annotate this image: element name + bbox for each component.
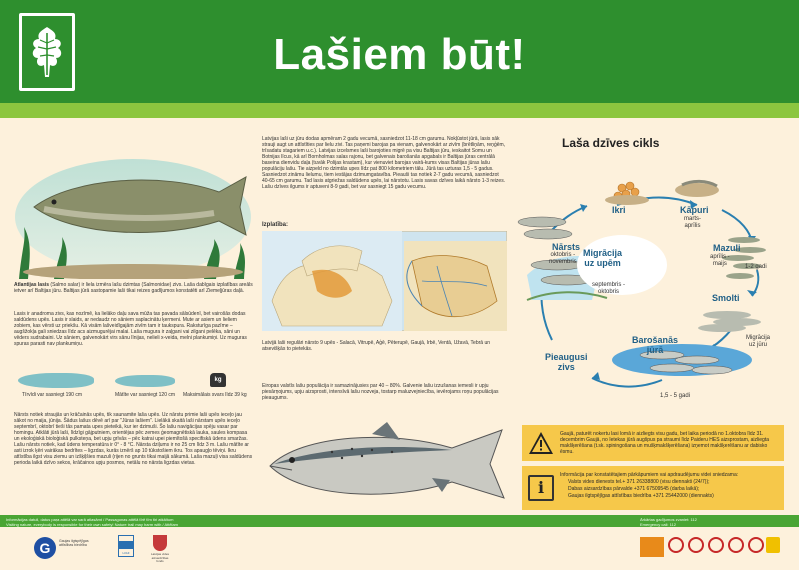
stage-narsts: Nārsts bbox=[552, 242, 581, 252]
scale-label-weight: Maksimālais svars līdz 39 kg bbox=[183, 392, 247, 398]
rivers-paragraph: Latvijā laši regulāri nārsto 9 upēs - Salacā, Vitrupē, Aģē, Pēterupē, Gaujā, Irbē, Ventā, Užavā, Tebrā un atsevišķās to pietekās. bbox=[262, 340, 491, 352]
strip-left-text-2: Visiting nature, everybody is responsible for their own safety! Nature trail may harm with / Attēlam bbox=[6, 522, 179, 527]
bottom-strip bbox=[0, 515, 799, 527]
stage-mazuli-period: aprīlis - maijs bbox=[710, 254, 730, 267]
no-dog-icon bbox=[728, 537, 744, 553]
map-label: Izplatība: bbox=[262, 222, 289, 228]
no-litter-icon bbox=[688, 537, 704, 553]
partner-logo-lvaf bbox=[118, 535, 134, 557]
info-item: Gaujas ilgtspējīgas attīstības biedrība +371 25442000 (diennakts) bbox=[568, 493, 714, 499]
partner-logo-fonds-text: Latvijas vides aizsardzības fonds bbox=[150, 552, 169, 563]
partner-logo-lvaf-text: LVAF bbox=[122, 551, 130, 555]
info-icon: i bbox=[528, 475, 554, 501]
header bbox=[0, 0, 799, 118]
salmon-underwater-illustration bbox=[14, 147, 252, 279]
salmon-silhouette-medium bbox=[115, 375, 175, 387]
rules-banner bbox=[640, 537, 664, 557]
strip-right-text: Ārkārtas gadījumos zvaniet: 112 bbox=[640, 517, 697, 522]
info-item: Valsts vides dienests tel.+ 371 26338800 (visu diennakti (24/7)); bbox=[568, 479, 710, 485]
page-title: Lašiem būt! bbox=[273, 30, 526, 79]
scale-label-male: Tīrvīdi var sasniegt 190 cm bbox=[22, 392, 83, 398]
adult-salmon-illustration bbox=[262, 416, 512, 508]
info-text bbox=[560, 472, 780, 500]
stage-1-5-5-years: 1,5 - 5 gadi bbox=[660, 393, 691, 399]
stage-ikri: Ikri bbox=[612, 205, 626, 215]
sea-life-paragraph: Latvijas laši uz jūru dodas apmēram 2 gadu vecumā, sasniedzot 11-18 cm garumu. Nokļūstot jūrā, lasis sāk strauji augt un attīstīties par lielu zivi. Tas paņemi barojas pa vienam, galvenokārt ar zivīm (brētliņām, reņģēm, trīsadatu stagariem u.c.). Latvijas izcelsmes laši barojoties migrē pa visu Baltijas jūru, ieskaitot Somu un Botnijas līcus, kā arī Bornholmas salas rajonu, bet galvenais barošanās apgabals ir Baltijas jūras centrālā baseina dienvidu daļa (tuvāk Polijas krastam), kur vienuviet barojas vairā-kums visas Baltijas jūras lašu populāciju lašu. Tie aizpeld no dzimtās upes līdz pat 800 kilometriem tālu. Jūrā tas uzturas 1,5 - 5 gadus. Sasniedzot zināmu lielumu, tiem iestājas dzimumgatavība. Pieauši tas notiek 2-7 gadu vecumā, sasniedzot 40-65 cm garumu. Tad lasis atgriežas saldūdens upēs, lai nārstotu. Lasis savas dzīves laikā nārsto 1-3 reizes. Lašu dzīves ilgums ir aptuveni 8-9 gadi, bet var sasniegt 15 gadu vecumu. bbox=[262, 136, 506, 190]
stage-mazuli: Mazuli bbox=[713, 243, 741, 253]
strip-right-text-2: Emergency call: 112 bbox=[640, 522, 676, 527]
no-fishing-icon bbox=[748, 537, 764, 553]
cycle-title: Laša dzīves cikls bbox=[562, 136, 660, 150]
warning-box bbox=[522, 425, 784, 461]
info-item: Dabas aizsardzības pārvalde +371 67509545 (darba laikā); bbox=[568, 486, 700, 492]
stage-smolti: Smolti bbox=[712, 293, 740, 303]
life-cycle-diagram bbox=[512, 150, 792, 420]
tick-icon bbox=[766, 537, 780, 553]
partner-logo-gaujas: G Gaujas ilgtspējīgas attīstības biedrība bbox=[34, 535, 94, 563]
stage-migracija-upem-period: septembris - oktobris bbox=[592, 282, 626, 295]
salmon-silhouette-large bbox=[18, 373, 94, 388]
stage-migration-sea: Migrācija uz jūru bbox=[746, 335, 771, 348]
intro-text: (Salmo salar) ir liela izmēra lašu dzimtas (Salmonidae) zivs. Laša dabīgais izplatības areāls ietver arī Baltijas jūru. Baltijas jūrā sastopamie laši tikai reizes gadījumos konstatēti arī Ziemeļjūras daļā. bbox=[14, 282, 253, 294]
strip-left-text: Informācijas datuli, datus paŗa attēlā var sarā atlasāmt / Passagonas attēlā tīrē tīm tiri atkāltum bbox=[6, 517, 174, 522]
stage-pieaugusi: Pieaugusi zivs bbox=[545, 352, 588, 372]
info-intro: Informācija par konstatētajiem pārkāpumiem vai apdraudējumu videi sniedzama: bbox=[560, 472, 739, 478]
stage-kapuri-period: marts- aprīlis bbox=[684, 216, 701, 229]
stage-barosanas: Barošanās jūrā bbox=[632, 335, 679, 355]
stage-1-2-years: 1-2 gadi bbox=[745, 264, 767, 270]
no-fire-icon bbox=[668, 537, 684, 553]
decline-paragraph: Eiropas valstīs lašu populācija ir samazinājusies par 40 – 80%. Galvenie lašu izzušanas iemesli ir upju piesārņojums, upju aizsprosti, intensīvā lašu nozveja, tostarp maluzvejniecība, ievērojams roņu populācijas pieaugums. bbox=[262, 383, 499, 401]
footer bbox=[0, 527, 799, 570]
no-vehicle-icon bbox=[708, 537, 724, 553]
weight-badge-label: kg bbox=[214, 377, 222, 383]
warning-triangle-icon bbox=[528, 430, 554, 456]
partner-logo-gaujas-text: Gaujas ilgtspējīgas attīstības biedrība bbox=[59, 539, 89, 547]
stage-narsts-period: oktobris - novembris bbox=[549, 252, 577, 265]
distribution-map bbox=[262, 231, 507, 331]
scale-label-female: Mātīte var sasniegt 120 cm bbox=[115, 392, 176, 398]
spawning-paragraph: Nārsts notiek straujās un krāčainās upēs, tik saunamite laša upēs. Uz nārstu primie laši upēs ieceļo jau sākot no maija, jūnija. Šādus lašus dēvē arī par "Jūras lašiem". Lielākā skaitā laši nārstam upēs ieceļo septembrī, oktobrī tieši tās pamata upes pieteikā, kur ier dzimuši. Šo lašu navigācijas spēju vasar par homingu. Atklāti jūrā laši, līdzīgi gājputniem, orientējas pēc zemes ģeomagnētiskā lauka, saules kompasa un ekoloģiskā bioloģiskā pulksteņa, bet upju grīvās – pēc katrai upei piemītošā specifiskā ūdens smaržas. Lašu nārsts notiek, kad ūdens temperatūra ir 0° - 8 °C. Nārsta dziļums ir no 25 cm līdz 3 m. Lašu mātīte ar asti izrok ķēri vairākas bedrītes – ligzdas, kurās iznērš ap 10 tūkstošiem ikru. Tos apaugļo tēviņi. Ikru attīstība ilgst visu ziemu un izšķiļšies mazuli (rijen no grunts tikai maijā sākumā. Laša mazuļi visa saldūdens perioda laikā dzīvo sekos, krāčainos upju posmos, netālu no nārsta ligzdas vietas. bbox=[14, 412, 253, 466]
header-band bbox=[0, 103, 799, 118]
info-box bbox=[522, 466, 784, 510]
stage-kapuri: Kāpuri bbox=[680, 205, 709, 215]
intro-paragraph bbox=[14, 282, 254, 294]
weight-icon bbox=[210, 373, 226, 387]
warning-text: Gaujā, paturēt nokertu lasi lomā ir aizliegts visu gadu, bet laika periodā no 1.oktobra līdz 31. decembrim Gaujā, no Ietekas jūrā augšpus pa straumi līdz Paideru HES aizsprostam, aizliegta makšķerēšana (t.sk. spiningošana un mušķmakšķerēšana) izņemot makšķerēšanu ar dabisko ēsmu. bbox=[560, 431, 769, 455]
description-paragraph: Lasis ir anadroma zivs, kas nozīmē, ka lielāko daļu sava mūža tas pavada sālsūdenī, bet vairošās dodas saldūdens upēs. Lasis ir slaids, ar nedaudz no sāniem saplacinātu ķermeni. Mute ar asiem un lieliem zobiem, kas vērsti uz priekšu. Kā visām lašveidīgajām zivīm tam ir taukspura. Raksturīga pazīme – augšžokļa gali sniedzas līdz acs aizmugurējai malai. Laša mugura ir zaļgani vai zilgani pelēka, sāni un vēders sudrabaini. Uz sāniem, galvenokārt virs sānu līnijas, nelieli x-veida, melni plankumiņi. Uz muguras spuras parasti nav plankumiņu. bbox=[14, 311, 247, 347]
intro-bold: Atlantijas lasis bbox=[14, 282, 50, 288]
partner-logo-fonds bbox=[148, 535, 172, 563]
stage-migracija-upem: Migrācija uz upēm bbox=[583, 248, 623, 268]
rules-pictograms bbox=[640, 531, 780, 557]
